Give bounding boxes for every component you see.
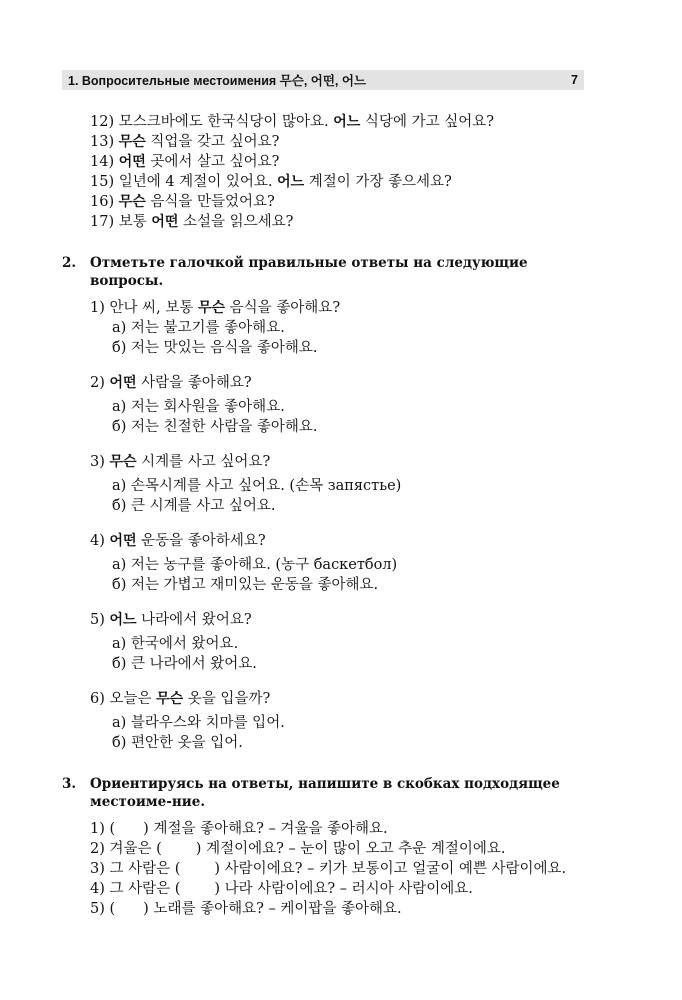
question-1 [62, 298, 602, 358]
list-item: 16) 무슨 음식을 만들었어요? [90, 194, 275, 210]
option-b[interactable]: б) 저는 맛있는 음식을 좋아해요. [112, 340, 318, 356]
running-header [62, 70, 584, 90]
option-a[interactable]: а) 손목시계를 사고 싶어요. (손목 запястье) [112, 478, 402, 494]
list-item: 12) 모스크바에도 한국식당이 많아요. 어느 식당에 가고 싶어요? [90, 114, 494, 130]
question-5 [62, 610, 602, 674]
exercise-3-heading: 3. Ориентируясь на ответы, напишите в скобках подходящее местоиме-ние. [62, 776, 560, 810]
chapter-title: 1. Вопросительные местоимения 무슨, 어떤, 어느 [68, 74, 367, 88]
question-6 [62, 689, 602, 753]
page-number: 7 [571, 73, 578, 87]
question-text: 4) 어떤 운동을 좋아하세요? [90, 533, 266, 549]
option-a[interactable]: а) 저는 회사원을 좋아해요. [112, 399, 285, 415]
option-a[interactable]: а) 블라우스와 치마를 입어. [112, 715, 285, 731]
exercise-3-list [62, 819, 602, 919]
question-3 [62, 452, 602, 516]
question-text: 6) 오늘은 무슨 옷을 입을까? [90, 691, 271, 707]
question-text: 3) 무슨 시계를 사고 싶어요? [90, 454, 271, 470]
list-item: 4) 그 사람은 ( ) 나라 사람이에요? – 러시아 사람이에요. [90, 881, 473, 897]
option-b[interactable]: б) 저는 가볍고 재미있는 운동을 좋아해요. [112, 577, 379, 593]
option-b[interactable]: б) 편안한 옷을 입어. [112, 735, 243, 751]
list-item: 17) 보통 어떤 소설을 읽으세요? [90, 214, 294, 230]
exercise-1-list [62, 112, 602, 232]
option-a[interactable]: а) 저는 농구를 좋아해요. (농구 баскетбол) [112, 557, 398, 573]
list-item: 3) 그 사람은 ( ) 사람이에요? – 키가 보통이고 얼굴이 예쁜 사람이에요. [90, 861, 567, 877]
question-4 [62, 531, 602, 595]
option-b[interactable]: б) 큰 시계를 사고 싶어요. [112, 498, 276, 514]
question-text: 2) 어떤 사람을 좋아해요? [90, 375, 252, 391]
option-a[interactable]: а) 저는 불고기를 좋아해요. [112, 320, 285, 336]
list-item: 2) 겨울은 ( ) 계절이에요? – 눈이 많이 오고 추운 계절이에요. [90, 841, 506, 857]
page-content [62, 112, 602, 919]
option-b[interactable]: б) 저는 친절한 사람을 좋아해요. [112, 419, 318, 435]
question-text: 1) 안나 씨, 보통 무슨 음식을 좋아해요? [90, 300, 341, 316]
exercise-2-heading: 2. Отметьте галочкой правильные ответы на следующие вопросы. [62, 255, 528, 289]
list-item: 1) ( ) 계절을 좋아해요? – 겨울을 좋아해요. [90, 821, 388, 837]
list-item: 14) 어떤 곳에서 살고 싶어요? [90, 154, 280, 170]
option-b[interactable]: б) 큰 나라에서 왔어요. [112, 656, 257, 672]
question-2 [62, 373, 602, 437]
question-text: 5) 어느 나라에서 왔어요? [90, 612, 252, 628]
list-item: 15) 일년에 4 계절이 있어요. 어느 계절이 가장 좋으세요? [90, 174, 452, 190]
list-item: 13) 무슨 직업을 갖고 싶어요? [90, 134, 280, 150]
list-item: 5) ( ) 노래를 좋아해요? – 케이팝을 좋아해요. [90, 901, 402, 917]
option-a[interactable]: а) 한국에서 왔어요. [112, 636, 239, 652]
